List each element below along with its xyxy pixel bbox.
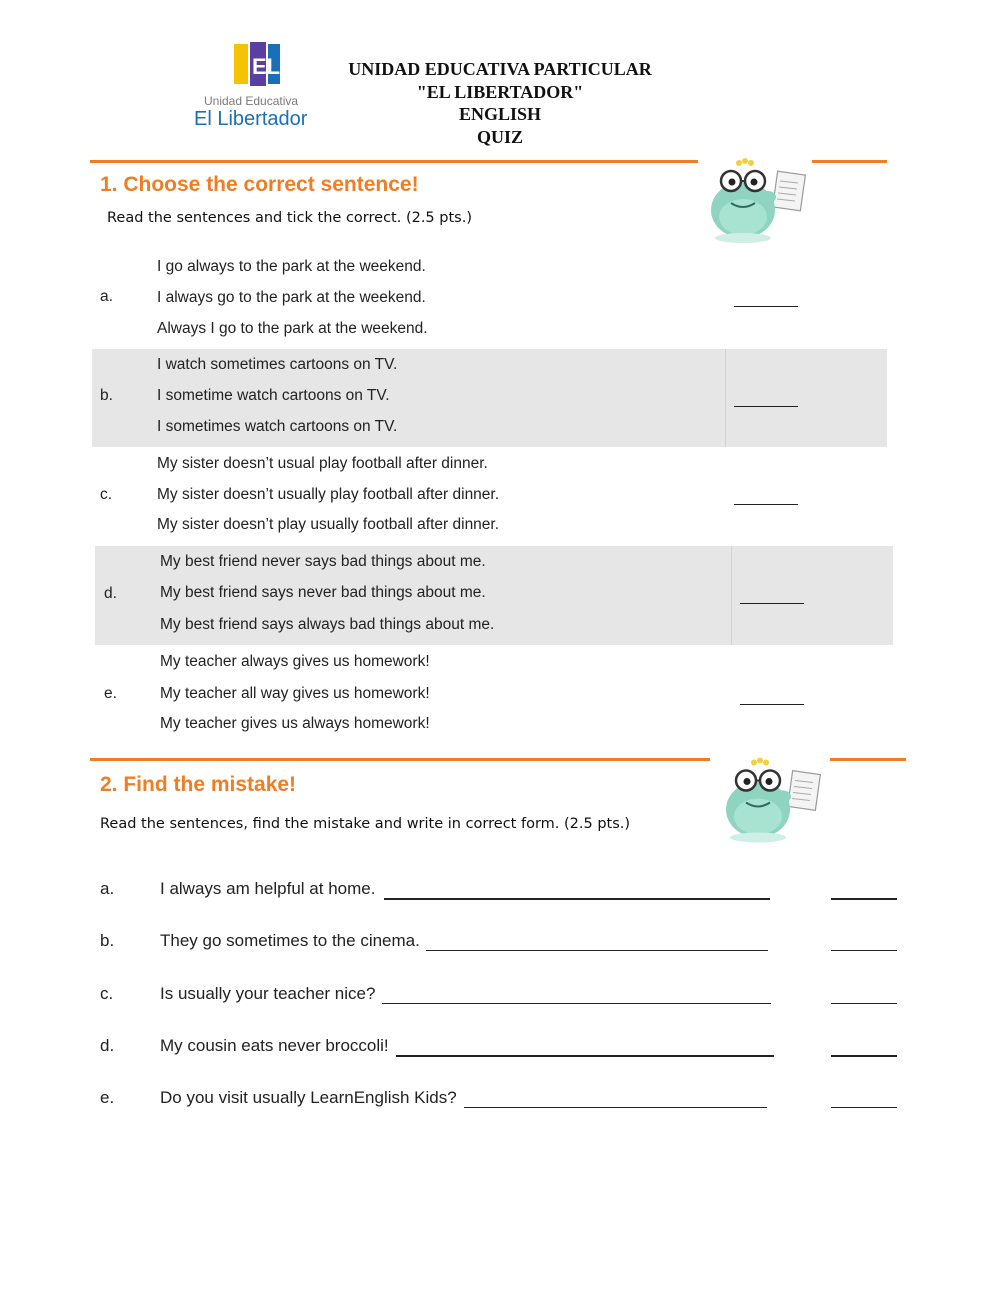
q1-item-letter: d. [104, 585, 117, 602]
q1-option[interactable]: My sister doesn’t play usually football after dinner. [157, 516, 500, 533]
q2-correction-line[interactable] [396, 1054, 774, 1057]
section1-rule-right [812, 160, 887, 163]
svg-text:EL: EL [252, 54, 281, 79]
q1-item-a [92, 250, 887, 348]
q1-option[interactable]: My sister doesn’t usually play football after dinner. [157, 486, 500, 503]
q1-answer-blank[interactable] [734, 503, 798, 505]
q2-sentence: I always am helpful at home. [160, 879, 376, 898]
section1-rule-left [90, 160, 698, 163]
q1-item-letter: c. [100, 486, 113, 503]
q1-item-e [95, 646, 890, 743]
q1-item-d [95, 546, 893, 645]
q1-item-letter: a. [100, 288, 113, 305]
header-line-school: UNIDAD EDUCATIVA PARTICULAR [348, 59, 652, 79]
q2-item-letter: c. [100, 984, 114, 1003]
q2-item-letter: e. [100, 1088, 115, 1107]
header-line-quiz: QUIZ [476, 126, 523, 147]
q1-option[interactable]: My best friend says never bad things about me. [160, 584, 486, 601]
q1-option[interactable]: My teacher gives us always homework! [160, 715, 430, 732]
q1-option[interactable]: My best friend never says bad things about me. [160, 553, 486, 570]
q1-cell-divider [725, 349, 726, 447]
q2-score-blank[interactable] [831, 1002, 897, 1004]
q1-cell-divider [731, 546, 732, 645]
logo-name: El Libertador [194, 108, 308, 130]
q2-item-letter: a. [100, 879, 115, 898]
section2-title: 2. Find the mistake! [100, 773, 297, 796]
q2-sentence: My cousin eats never broccoli! [160, 1036, 389, 1055]
q2-score-blank[interactable] [831, 949, 897, 951]
q2-item-letter: b. [100, 931, 115, 950]
q2-score-blank[interactable] [831, 1106, 897, 1108]
section1-instructions: Read the sentences and tick the correct. (2.5 pts.) [107, 210, 472, 226]
q1-option[interactable]: I always go to the park at the weekend. [157, 289, 426, 306]
q2-correction-line[interactable] [464, 1106, 767, 1108]
q2-correction-line[interactable] [426, 949, 768, 951]
q1-option[interactable]: My teacher all way gives us homework! [160, 685, 430, 702]
q1-item-letter: e. [104, 685, 117, 702]
owl-mascot-icon [720, 752, 830, 847]
q1-option[interactable]: Always I go to the park at the weekend. [157, 320, 428, 337]
q1-option[interactable]: I sometimes watch cartoons on TV. [157, 418, 398, 435]
school-logo-icon [230, 40, 290, 90]
q1-option[interactable]: I sometime watch cartoons on TV. [157, 387, 390, 404]
q2-item-letter: d. [100, 1036, 115, 1055]
q1-item-letter: b. [100, 387, 113, 404]
header-line-name: "EL LIBERTADOR" [416, 81, 584, 102]
q1-answer-blank[interactable] [740, 602, 804, 604]
document-header [300, 58, 700, 148]
q1-option[interactable]: My best friend says always bad things about me. [160, 616, 495, 633]
q2-sentence: Is usually your teacher nice? [160, 984, 376, 1003]
q2-correction-line[interactable] [382, 1002, 771, 1004]
q1-item-b [92, 349, 887, 447]
q1-answer-blank[interactable] [740, 703, 804, 705]
section2-rule-left [90, 758, 710, 761]
section2-rule-right [830, 758, 906, 761]
q2-correction-line[interactable] [384, 897, 770, 900]
q2-score-blank[interactable] [831, 1054, 897, 1057]
q1-option[interactable]: My sister doesn’t usual play football after dinner. [157, 455, 488, 472]
q2-score-blank[interactable] [831, 897, 897, 900]
q1-option[interactable]: My teacher always gives us homework! [160, 653, 430, 670]
header-line-subject: ENGLISH [458, 104, 542, 124]
q2-sentence: They go sometimes to the cinema. [160, 931, 420, 950]
section1-title: 1. Choose the correct sentence! [100, 173, 419, 196]
q1-option[interactable]: I watch sometimes cartoons on TV. [157, 356, 398, 373]
q1-option[interactable]: I go always to the park at the weekend. [157, 258, 426, 275]
q2-sentence: Do you visit usually LearnEnglish Kids? [160, 1088, 457, 1107]
q1-item-c [92, 448, 887, 545]
section2-instructions: Read the sentences, find the mistake and write in correct form. (2.5 pts.) [100, 816, 631, 832]
logo-subtitle: Unidad Educativa [204, 94, 299, 108]
owl-mascot-icon [705, 155, 815, 245]
q1-answer-blank[interactable] [734, 405, 798, 407]
q1-answer-blank[interactable] [734, 305, 798, 307]
